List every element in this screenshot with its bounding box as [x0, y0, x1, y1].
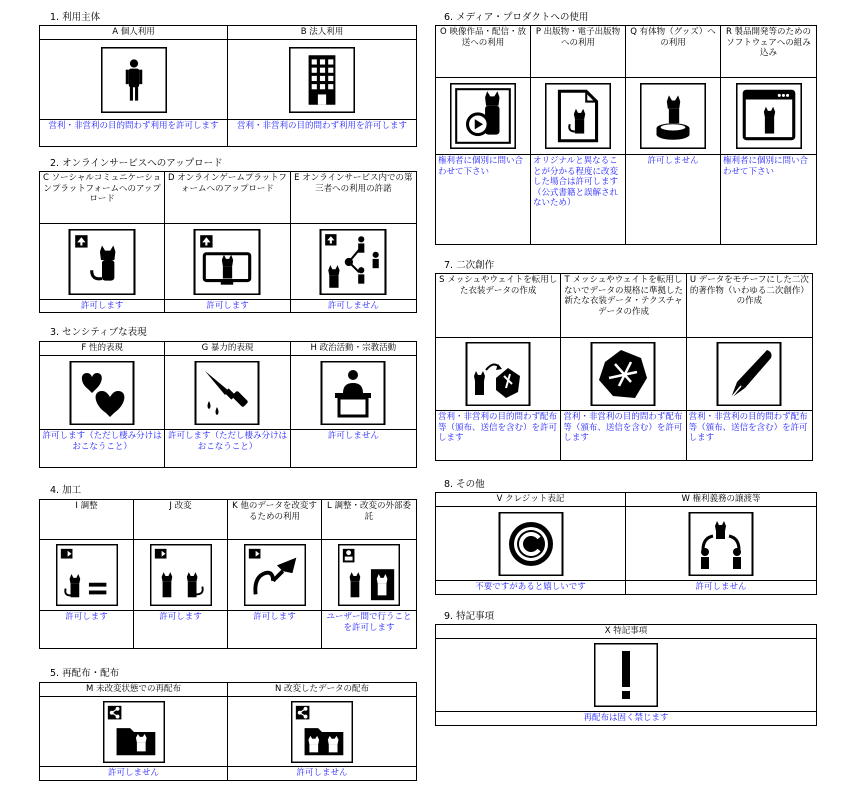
hearts-icon [69, 361, 135, 425]
cell-status: 権利者に個別に問い合わせて下さい [436, 154, 530, 244]
cell-credit [436, 493, 626, 594]
cell-status: 営利・非営利の目的問わず利用を許可します [228, 119, 416, 146]
cell-distribute-modified [228, 683, 416, 780]
cell-label: R 製品開発等のためのソフトウェアへの組み込み [721, 26, 816, 78]
modify-other-data-icon [244, 544, 306, 606]
knife-icon [194, 361, 260, 425]
cell-derivative-work [687, 274, 812, 460]
cell-label: B 法人利用 [228, 26, 416, 40]
cell-status: 再配布は固く禁じます [436, 711, 816, 725]
pen-nib-icon [716, 342, 782, 406]
cell-status: 許可します [40, 299, 164, 312]
section-title-redistribution: 5. 再配布・配布 [50, 668, 120, 679]
cell-third-party-license [291, 172, 416, 312]
cell-game-upload [165, 172, 290, 312]
cell-label: E オンラインサービス内での第三者への利用の許諾 [291, 172, 416, 224]
sensitive-table [39, 341, 417, 468]
podium-speaker-icon [320, 361, 386, 425]
cell-label: J 改変 [134, 500, 227, 540]
upload-cat-icon [68, 229, 136, 295]
online-upload-table [39, 171, 417, 313]
transfer-rights-icon [688, 512, 754, 576]
redistribution-table [39, 682, 417, 781]
person-icon [101, 47, 167, 113]
cell-status: 不要ですがあると嬉しいです [436, 580, 625, 594]
media-table [435, 25, 817, 245]
upload-share-people-icon [319, 229, 387, 295]
cell-corporate-use [228, 26, 416, 146]
cell-label: D オンラインゲームプラットフォームへのアップロード [165, 172, 289, 224]
cell-status: 許可しません [40, 766, 227, 780]
cat-to-clothing-icon [465, 342, 531, 406]
cell-modify [134, 500, 228, 648]
cell-label: G 暴力的表現 [165, 342, 289, 356]
special-notes-table [435, 624, 817, 726]
cell-label: M 未改変状態での再配布 [40, 683, 227, 697]
share-folder-cat-icon [103, 701, 165, 763]
cell-transfer [626, 493, 816, 594]
section-title-special-notes: 9. 特記事項 [444, 611, 495, 622]
figure-cat-icon [640, 83, 706, 149]
section-title-sensitive: 3. センシティブな表現 [50, 327, 147, 338]
cell-status: 許可します（ただし棲み分けはおこなうこと） [40, 429, 164, 467]
cell-outsource [322, 500, 416, 648]
cell-label: K 他のデータを改変するための利用 [228, 500, 321, 540]
cell-status: 営利・非営利の目的問わず利用を許可します [40, 119, 227, 146]
cell-status: 許可します [165, 299, 289, 312]
cell-label: F 性的表現 [40, 342, 164, 356]
cell-label: L 調整・改変の外部委託 [322, 500, 416, 540]
document-cat-icon [545, 83, 611, 149]
section-title-derivative: 7. 二次創作 [444, 260, 495, 271]
cell-status: 許可しません [626, 154, 720, 244]
cell-label: W 権利義務の譲渡等 [626, 493, 816, 507]
cell-label: U データをモチーフにした二次的著作物（いわゆる二次創作）の作成 [687, 274, 812, 338]
cell-status: 許可しません [626, 580, 816, 594]
cell-new-clothing-texture [561, 274, 686, 460]
section-title-media: 6. メディア・プロダクトへの使用 [444, 12, 589, 23]
cell-political [291, 342, 416, 467]
clothing-icon [590, 342, 656, 406]
exclamation-icon [594, 643, 658, 707]
cell-status: 営利・非営利の目的問わず配布等（頒布、送信を含む）を許可します [687, 410, 812, 460]
cell-violent [165, 342, 290, 467]
cell-label: H 政治活動・宗教活動 [291, 342, 416, 356]
modify-two-cats-icon [150, 544, 212, 606]
cell-label: O 映像作品・配信・放送への利用 [436, 26, 530, 78]
cell-status: 営利・非営利の目的問わず配布等（頒布、送信を含む）を許可します [561, 410, 685, 460]
section-title-online-upload: 2. オンラインサービスへのアップロード [50, 158, 223, 169]
cell-goods [626, 26, 721, 244]
derivative-table [435, 273, 813, 461]
cell-adjust [40, 500, 134, 648]
cell-status: オリジナルと異なることが分かる程度に改変した場合は許可します（公式書籍と誤解されないため） [531, 154, 625, 244]
cell-status: 営利・非営利の目的問わず配布等（頒布、送信を含む）を許可します [436, 410, 560, 460]
cell-label: P 出版物・電子出版物への利用 [531, 26, 625, 78]
cell-status: 許可しません [291, 429, 416, 467]
cell-modify-other-data [228, 500, 322, 648]
cell-label: V クレジット表記 [436, 493, 625, 507]
cell-label: S メッシュやウェイトを転用した衣装データの作成 [436, 274, 560, 338]
cell-status: 許可します [134, 610, 227, 648]
section-title-other: 8. その他 [444, 479, 485, 490]
upload-monitor-cat-icon [193, 229, 261, 295]
usage-subject-table [39, 25, 417, 147]
cell-label: I 調整 [40, 500, 133, 540]
cell-label: Q 有体物（グッズ）への利用 [626, 26, 720, 78]
cell-social-upload [40, 172, 165, 312]
cell-label: N 改変したデータの配布 [228, 683, 416, 697]
processing-table [39, 499, 417, 649]
outsource-icon [338, 544, 400, 606]
section-title-processing: 4. 加工 [50, 485, 82, 496]
cell-sexual [40, 342, 165, 467]
adjust-cat-equal-icon [56, 544, 118, 606]
video-cat-icon [450, 83, 516, 149]
share-folder-modified-icon [291, 701, 353, 763]
software-window-cat-icon [736, 83, 802, 149]
other-table [435, 492, 817, 595]
cell-label: T メッシュやウェイトを転用しないでデータの規格に準拠した新たな衣装データ・テクスチャデータの作成 [561, 274, 685, 338]
building-icon [289, 47, 355, 113]
cell-status: 許可しません [228, 766, 416, 780]
cell-personal-use [40, 26, 228, 146]
cell-video [436, 26, 531, 244]
cell-status: 許可しません [291, 299, 416, 312]
cell-status: ユーザー間で行うことを許可します [322, 610, 416, 648]
cell-label: X 特記事項 [436, 625, 816, 639]
section-title-usage-subject: 1. 利用主体 [50, 12, 101, 23]
cell-software [721, 26, 816, 244]
cell-label: A 個人利用 [40, 26, 227, 40]
cell-status: 権利者に個別に問い合わせて下さい [721, 154, 816, 244]
cell-status: 許可します（ただし棲み分けはおこなうこと） [165, 429, 289, 467]
cell-status: 許可します [40, 610, 133, 648]
cell-redistribute-unmodified [40, 683, 228, 780]
copyright-icon [498, 512, 564, 576]
cell-publication [531, 26, 626, 244]
cell-clothing-from-mesh [436, 274, 561, 460]
cell-label: C ソーシャルコミュニケーションプラットフォームへのアップロード [40, 172, 164, 224]
cell-status: 許可します [228, 610, 321, 648]
cell-special-notes [436, 625, 816, 725]
